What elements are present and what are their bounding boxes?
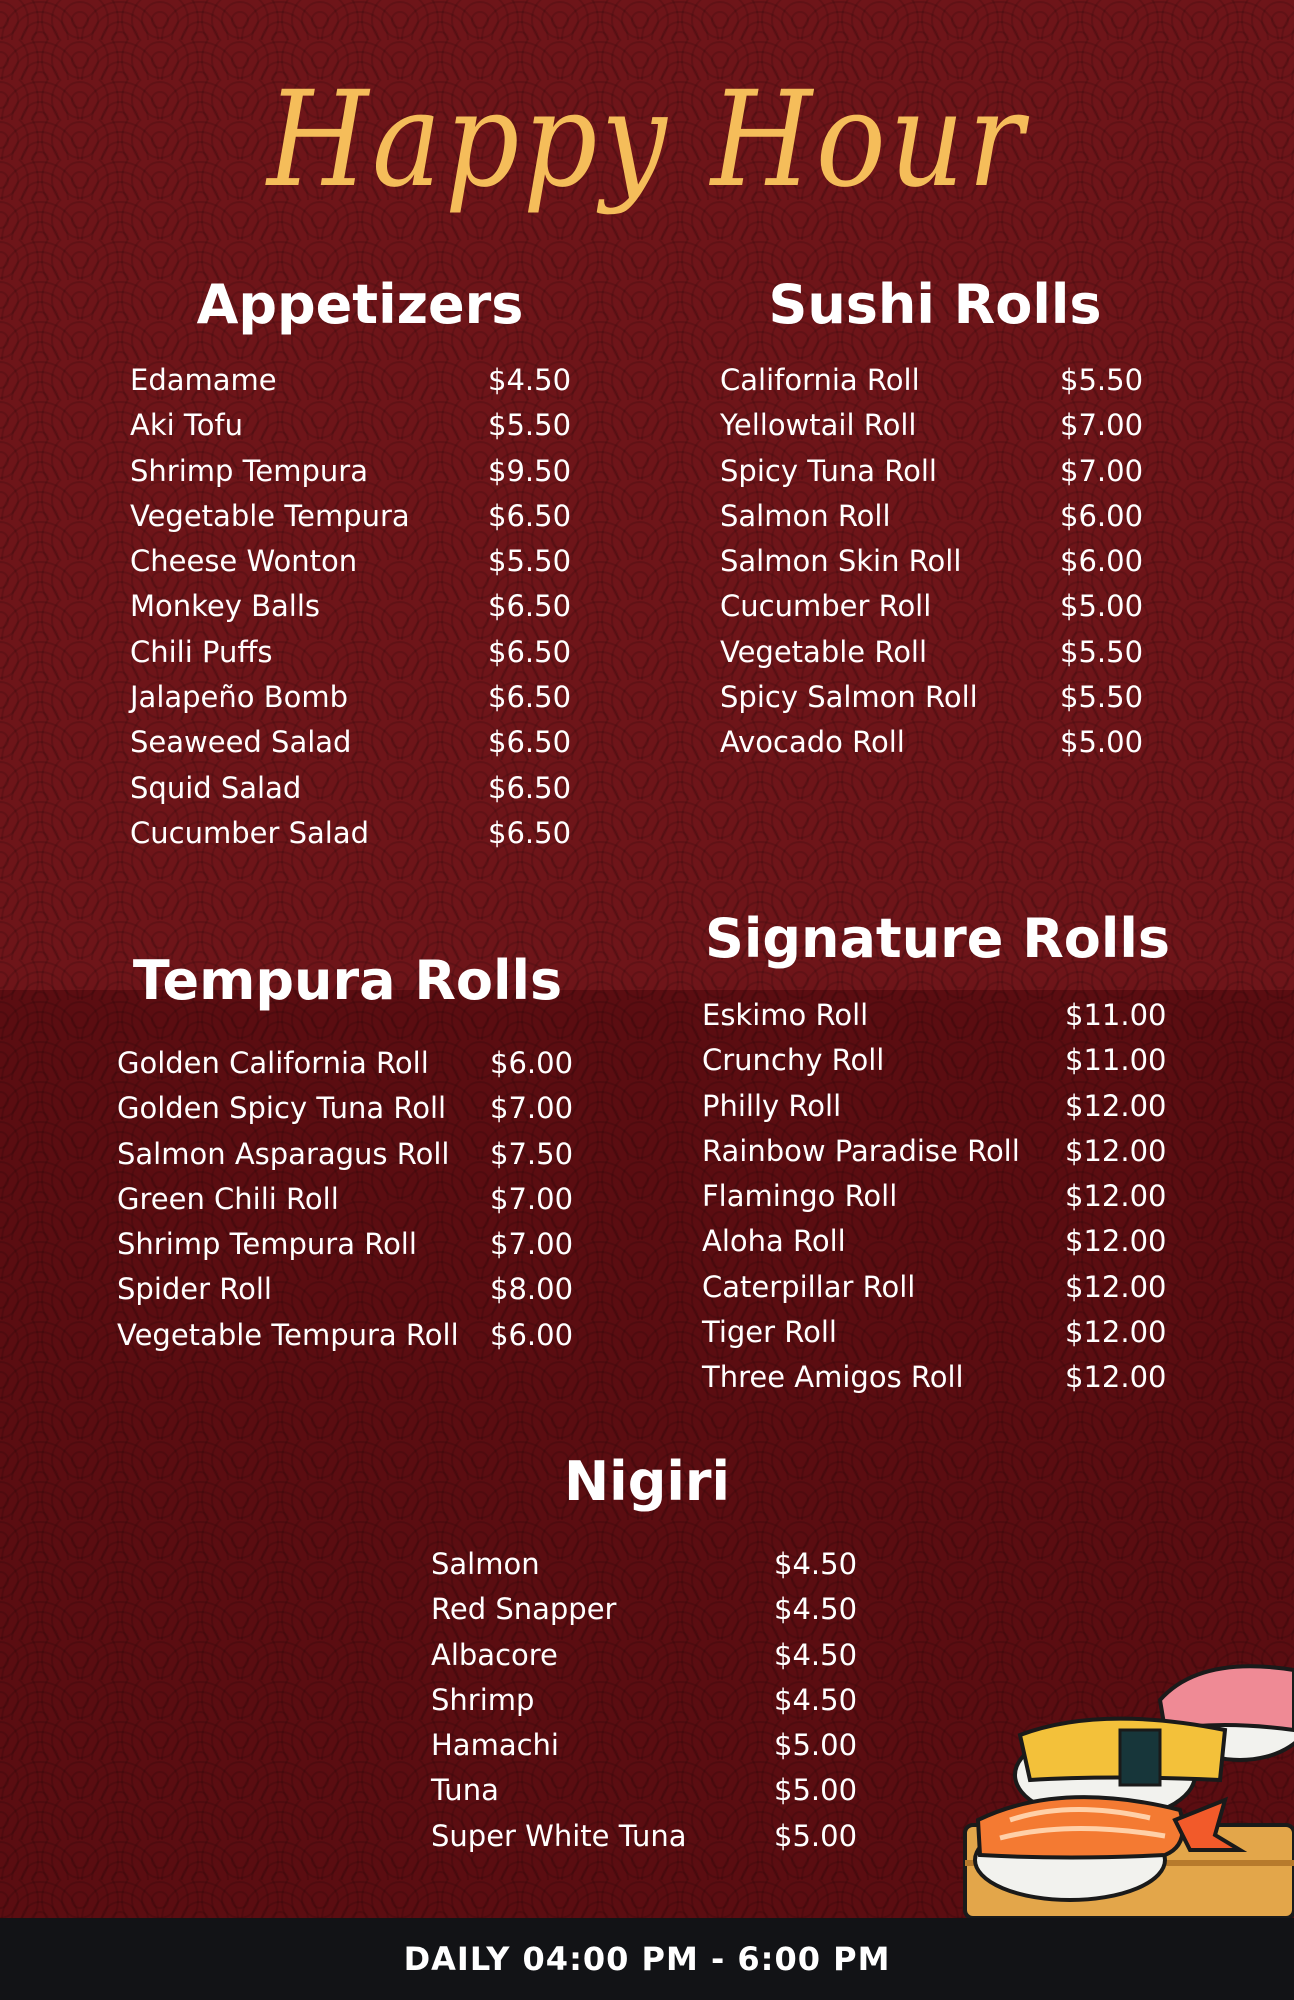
menu-item-price: $5.50 xyxy=(1060,680,1144,715)
menu-item-price: $8.00 xyxy=(490,1272,574,1307)
menu-item xyxy=(130,358,580,403)
menu-item-price: $6.50 xyxy=(488,815,572,850)
menu-item-price: $4.50 xyxy=(488,363,572,397)
menu-item-name: Red Snapper xyxy=(431,1592,617,1627)
title-text: Happy Hour xyxy=(265,63,1030,217)
tempura-rolls-heading: Tempura Rolls xyxy=(132,949,563,1012)
menu-item-name: Shrimp Tempura Roll xyxy=(117,1227,417,1262)
menu-item xyxy=(720,720,1180,765)
menu-item-price: $12.00 xyxy=(1065,1315,1167,1350)
menu-item-name: Aloha Roll xyxy=(702,1224,846,1259)
menu-item xyxy=(702,1355,1182,1400)
menu-item-name: California Roll xyxy=(720,363,920,397)
menu-item-name: Tiger Roll xyxy=(702,1315,837,1350)
menu-item-price: $5.50 xyxy=(1060,634,1144,669)
menu-item-price: $7.00 xyxy=(490,1091,574,1126)
menu-item-price: $6.50 xyxy=(488,634,572,669)
menu-item-price: $6.50 xyxy=(488,770,572,805)
menu-item-name: Flamingo Roll xyxy=(702,1179,898,1214)
menu-item-price: $5.00 xyxy=(774,1728,858,1763)
menu-item xyxy=(117,1313,587,1358)
menu-item xyxy=(702,1265,1182,1310)
menu-item xyxy=(702,1038,1182,1083)
menu-item xyxy=(130,766,580,811)
menu-item-name: Green Chili Roll xyxy=(117,1181,339,1216)
menu-item-price: $6.00 xyxy=(1060,544,1144,579)
menu-item-name: Super White Tuna xyxy=(431,1818,687,1853)
menu-item xyxy=(720,630,1180,675)
menu-item-name: Philly Roll xyxy=(702,1088,842,1123)
menu-item-price: $7.00 xyxy=(1060,408,1144,443)
menu-item-name: Shrimp Tempura xyxy=(130,453,369,488)
menu-item-name: Yellowtail Roll xyxy=(720,408,917,443)
menu-item xyxy=(431,1633,871,1678)
menu-item xyxy=(431,1814,871,1859)
menu-item-price: $7.00 xyxy=(490,1181,574,1216)
menu-item-name: Salmon Asparagus Roll xyxy=(117,1136,450,1171)
menu-item-price: $6.50 xyxy=(488,589,572,624)
menu-item xyxy=(130,494,580,539)
menu-item-name: Crunchy Roll xyxy=(702,1043,885,1078)
menu-item xyxy=(702,1129,1182,1174)
tuna-slice xyxy=(1160,1666,1294,1730)
menu-item xyxy=(702,1219,1182,1264)
menu-item-name: Chili Puffs xyxy=(130,634,273,669)
menu-item xyxy=(117,1041,587,1086)
menu-item xyxy=(117,1086,587,1131)
tempura-rolls-list xyxy=(117,1041,587,1358)
menu-item xyxy=(702,1310,1182,1355)
menu-item-name: Jalapeño Bomb xyxy=(130,680,349,715)
sushi-rolls-heading: Sushi Rolls xyxy=(768,273,1102,336)
menu-item xyxy=(130,720,580,765)
menu-item xyxy=(702,1174,1182,1219)
menu-item-name: Cucumber Roll xyxy=(720,589,932,624)
appetizers-heading: Appetizers xyxy=(196,273,524,336)
menu-item xyxy=(130,675,580,720)
menu-item-price: $5.50 xyxy=(1060,363,1144,397)
sushi-illustration xyxy=(950,1660,1294,1918)
menu-item-price: $4.50 xyxy=(774,1682,858,1717)
menu-item xyxy=(720,494,1180,539)
menu-item-price: $11.00 xyxy=(1065,1043,1167,1078)
menu-item-price: $7.00 xyxy=(490,1227,574,1262)
menu-item xyxy=(130,584,580,629)
menu-item xyxy=(720,449,1180,494)
menu-item-price: $12.00 xyxy=(1065,1360,1167,1395)
menu-item-name: Edamame xyxy=(130,363,277,397)
menu-item xyxy=(702,993,1182,1038)
menu-item-price: $5.50 xyxy=(488,544,572,579)
menu-item-price: $6.00 xyxy=(490,1046,574,1080)
nigiri-list xyxy=(431,1542,871,1859)
menu-item-name: Salmon xyxy=(431,1547,540,1581)
menu-item xyxy=(130,630,580,675)
menu-item-name: Hamachi xyxy=(431,1728,559,1763)
menu-item-price: $4.50 xyxy=(774,1637,858,1672)
menu-item-name: Cheese Wonton xyxy=(130,544,358,579)
menu-item-name: Seaweed Salad xyxy=(130,725,352,760)
menu-item xyxy=(117,1222,587,1267)
menu-item-price: $6.50 xyxy=(488,498,572,533)
menu-item-price: $5.50 xyxy=(488,408,572,443)
menu-item-price: $6.00 xyxy=(1060,498,1144,533)
menu-item xyxy=(130,539,580,584)
menu-item-name: Golden California Roll xyxy=(117,1046,429,1080)
menu-item xyxy=(702,1084,1182,1129)
menu-item-name: Salmon Skin Roll xyxy=(720,544,962,579)
menu-item xyxy=(431,1723,871,1768)
menu-item xyxy=(720,539,1180,584)
nori-band xyxy=(1120,1730,1160,1785)
menu-item-name: Three Amigos Roll xyxy=(702,1360,964,1395)
menu-item-name: Albacore xyxy=(431,1637,558,1672)
menu-item xyxy=(720,403,1180,448)
menu-item xyxy=(117,1177,587,1222)
menu-item-name: Squid Salad xyxy=(130,770,302,805)
menu-item-name: Rainbow Paradise Roll xyxy=(702,1133,1020,1168)
menu-item xyxy=(130,449,580,494)
menu-item-price: $7.00 xyxy=(1060,453,1144,488)
menu-item-name: Cucumber Salad xyxy=(130,815,370,850)
menu-item-price: $5.00 xyxy=(774,1773,858,1808)
menu-item xyxy=(431,1678,871,1723)
signature-rolls-list xyxy=(702,993,1182,1401)
menu-item-price: $12.00 xyxy=(1065,1224,1167,1259)
menu-item-name: Eskimo Roll xyxy=(702,998,869,1032)
menu-item-price: $12.00 xyxy=(1065,1133,1167,1168)
menu-item-price: $4.50 xyxy=(774,1547,858,1581)
menu-item-price: $4.50 xyxy=(774,1592,858,1627)
menu-item xyxy=(130,403,580,448)
menu-item-price: $12.00 xyxy=(1065,1269,1167,1304)
menu-item-name: Vegetable Tempura Roll xyxy=(117,1317,459,1352)
menu-item-name: Golden Spicy Tuna Roll xyxy=(117,1091,447,1126)
menu-item-price: $12.00 xyxy=(1065,1088,1167,1123)
menu-item-price: $6.00 xyxy=(490,1317,574,1352)
menu-item-price: $7.50 xyxy=(490,1136,574,1171)
menu-item-name: Shrimp xyxy=(431,1682,535,1717)
menu-item-name: Vegetable Tempura xyxy=(130,498,410,533)
menu-item-name: Monkey Balls xyxy=(130,589,321,624)
menu-item-price: $5.00 xyxy=(774,1818,858,1853)
menu-item xyxy=(720,584,1180,629)
happy-hour-times: DAILY 04:00 PM - 6:00 PM xyxy=(0,1918,1294,2000)
menu-item xyxy=(117,1132,587,1177)
menu-item-name: Tuna xyxy=(431,1773,499,1808)
menu-item-price: $5.00 xyxy=(1060,725,1144,760)
appetizers-list xyxy=(130,358,580,856)
menu-item-price: $12.00 xyxy=(1065,1179,1167,1214)
menu-item-name: Avocado Roll xyxy=(720,725,905,760)
menu-item-price: $11.00 xyxy=(1065,998,1167,1032)
sushi-rolls-list xyxy=(720,358,1180,766)
menu-item-name: Spider Roll xyxy=(117,1272,272,1307)
menu-item-name: Spicy Tuna Roll xyxy=(720,453,937,488)
menu-item-price: $5.00 xyxy=(1060,589,1144,624)
menu-item-name: Vegetable Roll xyxy=(720,634,928,669)
menu-item xyxy=(720,358,1180,403)
menu-item-name: Aki Tofu xyxy=(130,408,244,443)
nigiri-heading: Nigiri xyxy=(563,1450,730,1513)
signature-rolls-heading: Signature Rolls xyxy=(704,907,1171,970)
menu-item xyxy=(720,675,1180,720)
menu-item xyxy=(130,811,580,856)
happy-hour-title xyxy=(0,20,1294,250)
menu-item-price: $9.50 xyxy=(488,453,572,488)
menu-item xyxy=(431,1768,871,1813)
menu-item-name: Salmon Roll xyxy=(720,498,891,533)
menu-item xyxy=(431,1587,871,1632)
menu-item xyxy=(117,1267,587,1312)
menu-item-name: Caterpillar Roll xyxy=(702,1269,916,1304)
menu-item-price: $6.50 xyxy=(488,725,572,760)
menu-item-price: $6.50 xyxy=(488,680,572,715)
menu-item-name: Spicy Salmon Roll xyxy=(720,680,978,715)
menu-item xyxy=(431,1542,871,1587)
